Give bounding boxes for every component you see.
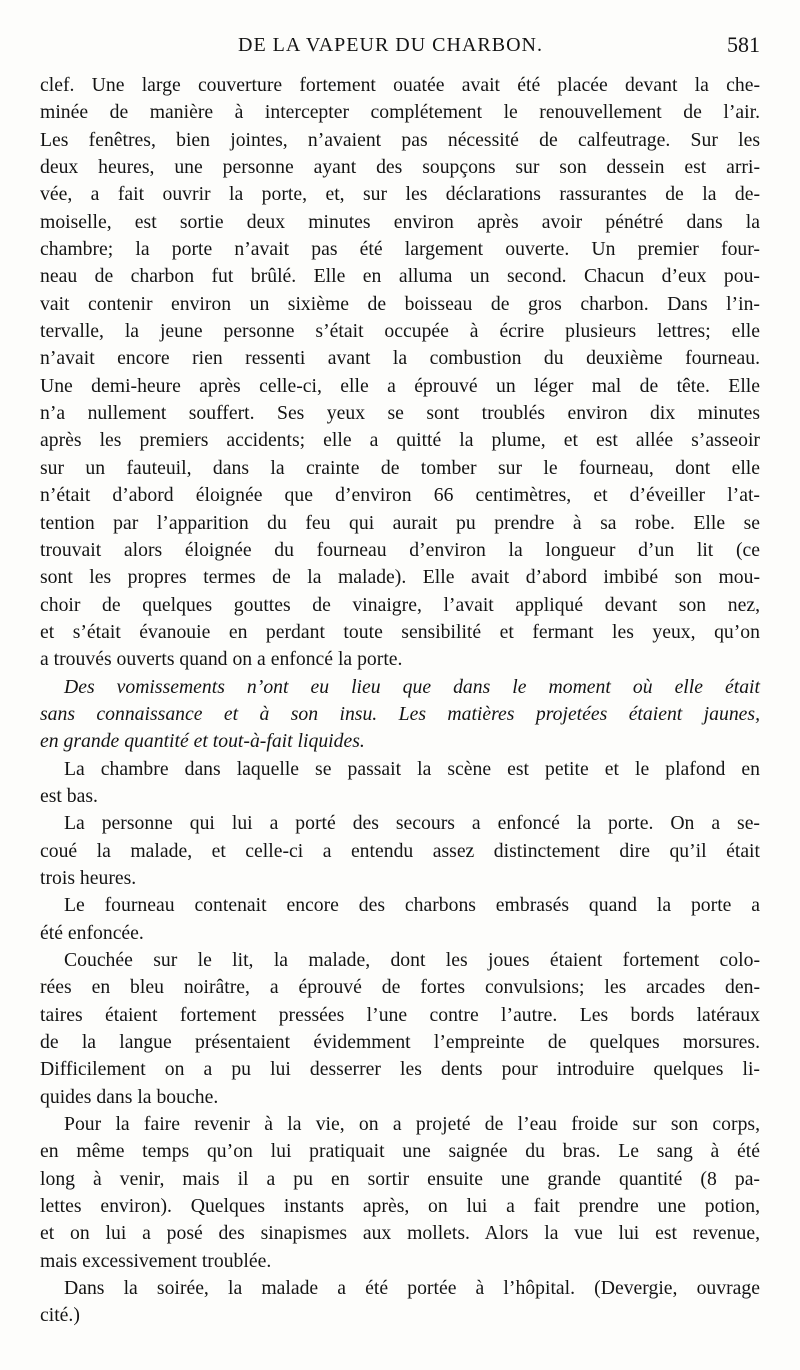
text-line: Le fourneau contenait encore des charbons embrasés quand la porte a [64,894,760,917]
text-line: après les premiers accidents; elle a quitté la plume, et est allée s’asseoir [40,429,760,452]
text-line: neau de charbon fut brûlé. Elle en alluma un second. Chacun d’eux pou- [40,265,760,288]
text-line: Couchée sur le lit, la malade, dont les joues étaient fortement colo- [64,949,760,971]
text-line: n’était d’abord éloignée que d’environ 66 centimètres, et d’éveiller l’at- [40,484,760,507]
text-line: Les fenêtres, bien jointes, n’avaient pas nécessité de calfeutrage. Sur les [40,128,760,151]
text-line: trouvait alors éloignée du fourneau d’environ la longueur d’un lit (ce [40,538,760,561]
text-line: n’avait encore rien ressenti avant la combustion du deuxième fourneau. [40,347,760,370]
paragraph [40,72,760,674]
text-line: trois heures. [40,866,137,889]
text-line: lettes environ). Quelques instants après, on lui a fait prendre une potion, [40,1195,760,1218]
paragraph [40,674,760,756]
text-line: tention par l’apparition du feu qui aurait pu prendre à sa robe. Elle se [40,511,760,534]
text-line: coué la malade, et celle-ci a entendu assez distinctement dire qu’il était [40,839,760,862]
text-line: long à venir, mais il a pu en sortir ensuite une grande quantité (8 pa- [40,1167,760,1190]
text-line: et on lui a posé des sinapismes aux mollets. Alors la vue lui est revenue, [40,1222,760,1245]
text-line: Des vomissements n’ont eu lieu que dans le moment où elle était [64,675,760,698]
text-line: moiselle, est sortie deux minutes environ après avoir pénétré dans la [40,210,760,233]
text-line: Pour la faire revenir à la vie, on a projeté de l’eau froide sur son corps, [64,1113,760,1136]
text-line: Dans la soirée, la malade a été portée à l’hôpital. (Devergie, ouvrage [64,1277,760,1300]
text-line: cité.) [40,1304,80,1327]
text-line: tervalle, la jeune personne s’était occupée à écrire plusieurs lettres; elle [40,320,760,343]
text-line: Difficilement on a pu lui desserrer les dents pour introduire quelques li- [40,1058,760,1081]
text-line: taires étaient fortement pressées l’une contre l’autre. Les bords latéraux [40,1003,760,1026]
text-line: mais excessivement troublée. [40,1249,272,1272]
text-line: en grande quantité et tout-à-fait liquides. [40,730,365,753]
text-line: La personne qui lui a porté des secours a enfoncé la porte. On a se- [64,812,760,835]
text-line: quides dans la bouche. [40,1085,219,1108]
text-line: a trouvés ouverts quand on a enfoncé la porte. [40,648,403,671]
text-line: de la langue présentaient évidemment l’empreinte de quelques morsures. [40,1031,760,1054]
text-line: minée de manière à intercepter complétement le renouvellement de l’air. [40,101,760,124]
text-line: Une demi-heure après celle-ci, elle a éprouvé un léger mal de tête. Elle [40,374,760,397]
page-header [40,30,760,66]
paragraph [40,1275,760,1330]
text-line: sur un fauteuil, dans la crainte de tomber sur le fourneau, dont elle [40,456,760,479]
text-line: choir de quelques gouttes de vinaigre, l’avait appliqué devant son nez, [40,593,760,616]
text-line: chambre; la porte n’avait pas été largement ouverte. Un premier four- [40,238,760,261]
text-line: deux heures, une personne ayant des soupçons sur son dessein est arri- [40,156,760,179]
text-line: rées en bleu noirâtre, a éprouvé de fortes convulsions; les arcades den- [40,976,760,999]
running-title: DE LA VAPEUR DU CHARBON. [238,34,543,56]
text-line: est bas. [40,784,98,807]
text-line: vée, a fait ouvrir la porte, et, sur les déclarations rassurantes de la de- [40,183,760,206]
text-line: sans connaissance et à son insu. Les matières projetées étaient jaunes, [40,702,760,725]
paragraph [40,1111,760,1275]
text-line: clef. Une large couverture fortement ouatée avait été placée devant la che- [40,74,760,96]
text-line: sont les propres termes de la malade). Elle avait d’abord imbibé son mou- [40,566,760,589]
text-line: été enfoncée. [40,921,144,944]
paragraph [40,892,760,947]
text-line: en même temps qu’on lui pratiquait une saignée du bras. Le sang à été [40,1140,760,1163]
paragraph [40,947,760,1111]
page-number: 581 [727,32,760,57]
body-text [40,72,760,1330]
text-line: n’a nullement souffert. Ses yeux se sont troublés environ dix minutes [40,402,760,425]
text-line: et s’était évanouie en perdant toute sensibilité et fermant les yeux, qu’on [40,620,760,643]
paragraph [40,810,760,892]
paragraph [40,756,760,811]
text-line: vait contenir environ un sixième de boisseau de gros charbon. Dans l’in- [40,292,760,315]
text-line: La chambre dans laquelle se passait la scène est petite et le plafond en [64,757,760,780]
